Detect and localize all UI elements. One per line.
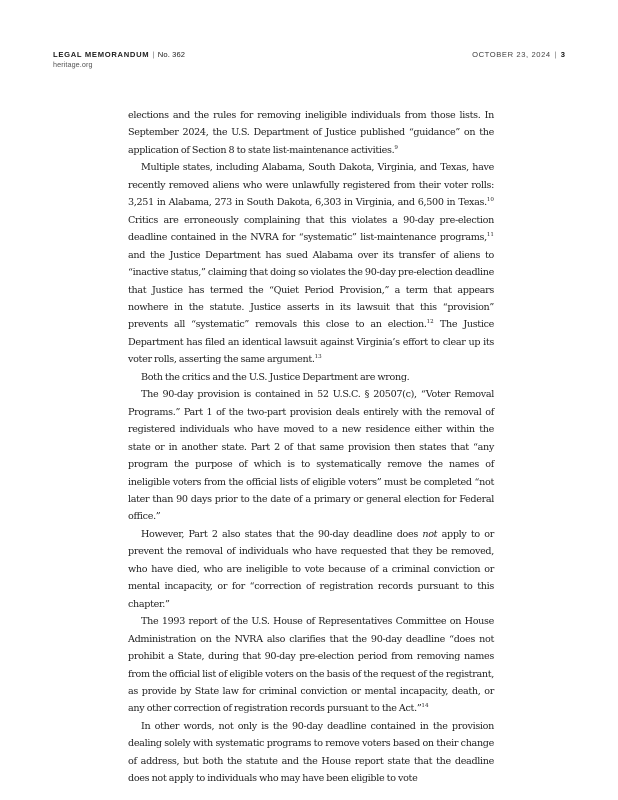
- header-right: [472, 50, 565, 60]
- paragraph-text: However, Part 2 also states that the 90-day deadline does: [141, 528, 423, 540]
- paragraph-text: and the Justice Department has sued Alabama over its transfer of aliens to “inactive status,” claiming that doing so violates the 90-day pre-election deadline that Justice has termed the “Quiet Period Provision,” a term that appears nowhere in the statute. Justice asserts in its lawsuit that this “provision” prevents all “systematic” removals this close to an election.: [128, 249, 494, 331]
- paragraph-text: The Justice Department has filed an identical lawsuit against Virginia’s effort to clear up its voter rolls, asserting the same argument.: [128, 319, 494, 366]
- paragraph: [128, 526, 494, 613]
- paragraph: [128, 718, 494, 788]
- series-title: LEGAL MEMORANDUM: [53, 50, 150, 59]
- header-left: [53, 50, 185, 70]
- header-separator: |: [554, 50, 558, 59]
- paragraph-text: elections and the rules for removing ineligible individuals from those lists. In September 2024, the U.S. Department of Justice published “guidance” on the application of Section 8 to state list-maintenance activities.: [128, 110, 494, 156]
- page-header: [53, 50, 565, 74]
- paragraph: [128, 159, 494, 368]
- footnote-marker: 13: [314, 354, 322, 361]
- page-number: 3: [560, 50, 565, 59]
- footnote-marker: 9: [394, 144, 398, 151]
- footnote-marker: 11: [486, 231, 494, 238]
- paragraph-text: apply to or prevent the removal of individuals who have requested that they be removed, who have died, who are ineligible to vote because of a criminal conviction or mental incapacity, or for “correction of registration records pursuant to this chapter.”: [128, 528, 495, 610]
- footnote-marker: 10: [486, 197, 494, 204]
- paragraph: [128, 369, 494, 386]
- paragraph: [128, 613, 494, 718]
- paragraph: [128, 386, 494, 526]
- footnote-marker: 14: [421, 703, 429, 710]
- paragraph-text: The 90-day provision is contained in 52 U.S.C. § 20507(c), “Voter Removal Programs.” Part 1 of the two-part provision deals entirely with the removal of registered individuals who have moved to a new residence either within the state or in another state. Part 2 of that same provision then states that “any program the purpose of which is to systematically remove the names of ineligible voters from the official lists of eligible voters” must be completed “not later than 90 days prior to the date of a primary or general election for Federal office.”: [128, 389, 494, 523]
- footnote-marker: 12: [426, 319, 434, 326]
- body-text: [128, 107, 494, 788]
- paragraph-text: In other words, not only is the 90-day deadline contained in the provision dealing solely with systematic programs to remove voters based on their change of address, but both the statute and the House report state that the deadline does not apply to individuals who may have been eligible to vote: [128, 720, 494, 785]
- paragraph-text: The 1993 report of the U.S. House of Representatives Committee on House Administration on the NVRA also clarifies that the 90-day deadline “does not prohibit a State, during that 90-day pre-election period from removing names from the official list of eligible voters on the basis of the request of the registrant, as provide by State law for criminal conviction or mental incapacity, death, or any other correction of registration records pursuant to the Act.”: [128, 616, 494, 715]
- paragraph-text: Multiple states, including Alabama, South Dakota, Virginia, and Texas, have recently removed aliens who were unlawfully registered from their voter rolls: 3,251 in Alabama, 273 in South Dakota, 6,303 in Virginia, and 6,500 in Texas.: [128, 162, 494, 209]
- emphasis-text: not: [422, 528, 438, 540]
- memo-number: No. 362: [157, 50, 186, 59]
- header-separator: |: [152, 50, 155, 59]
- paragraph: [128, 107, 494, 159]
- paragraph-text: Both the critics and the U.S. Justice Department are wrong.: [141, 371, 410, 383]
- publication-date: OCTOBER 23, 2024: [472, 50, 551, 59]
- site-url: heritage.org: [53, 60, 93, 69]
- paragraph-text: Critics are erroneously complaining that this violates a 90-day pre-election deadline contained in the NVRA for “systematic” list-maintenance programs,: [128, 214, 494, 244]
